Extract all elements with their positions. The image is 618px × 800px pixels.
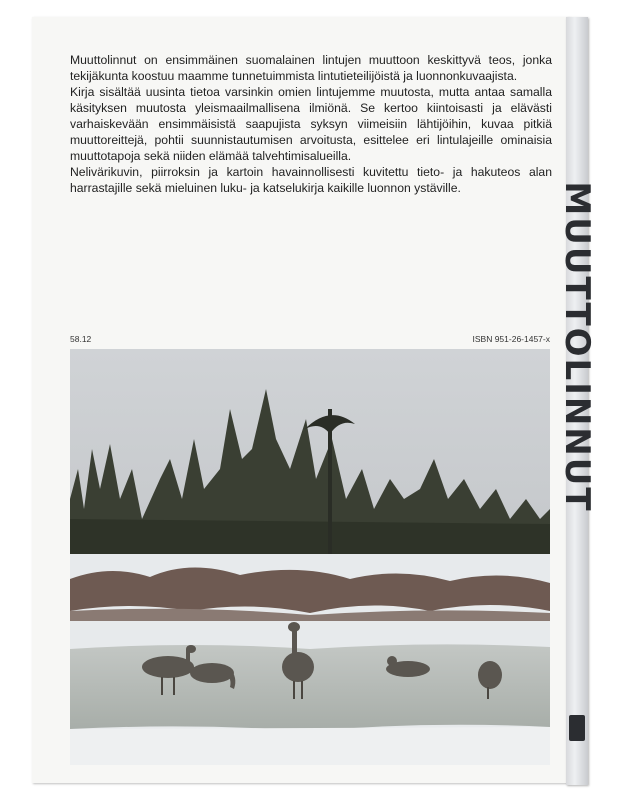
price-code: 58.12 bbox=[70, 334, 92, 344]
blurb-paragraph-1: Muuttolinnut on ensimmäinen suomalainen lintujen muuttoon keskittyvä teos, jonka tekijäkunta koostuu maamme tunnetuimmista lintutieteilijöistä ja luonnonkuvaajista. bbox=[70, 53, 552, 83]
blurb-paragraph-2: Kirja sisältää uusinta tietoa varsinkin omien lintujemme muutosta, mutta antaa samalla käsityksen muutosta yleismaailmallisena ilmiönä. Se kertoo kiintoisasti ja elävästi varhaiskevään ensimmäisistä saapujista syksyn viimeisiin lähtijöihin, kuvaa pitkiä muuttoreittejä, pohtii suunnistautumisen arvoitusta, esittelee eri lintulajeille ominaisia muuttotapoja sekä niiden elämää talvehtimisalueilla. bbox=[70, 85, 552, 163]
blurb-paragraph-3: Nelivärikuvin, piirroksin ja kartoin havainnollisesti kuvitettu tieto- ja hakuteos alan harrastajille sekä mieluinen luku- ja katselukirja kaikille luonnon ystäville. bbox=[70, 165, 552, 195]
book-back-cover bbox=[32, 17, 570, 783]
photo-illustration bbox=[70, 349, 550, 765]
blurb-text bbox=[70, 52, 552, 196]
book-spine bbox=[557, 17, 597, 785]
publisher-logo-icon bbox=[569, 715, 585, 741]
spine-title: MUUTTOLINNUT bbox=[557, 181, 597, 513]
geese-marsh-photo bbox=[70, 349, 550, 765]
isbn-number: ISBN 951-26-1457-x bbox=[472, 334, 550, 344]
